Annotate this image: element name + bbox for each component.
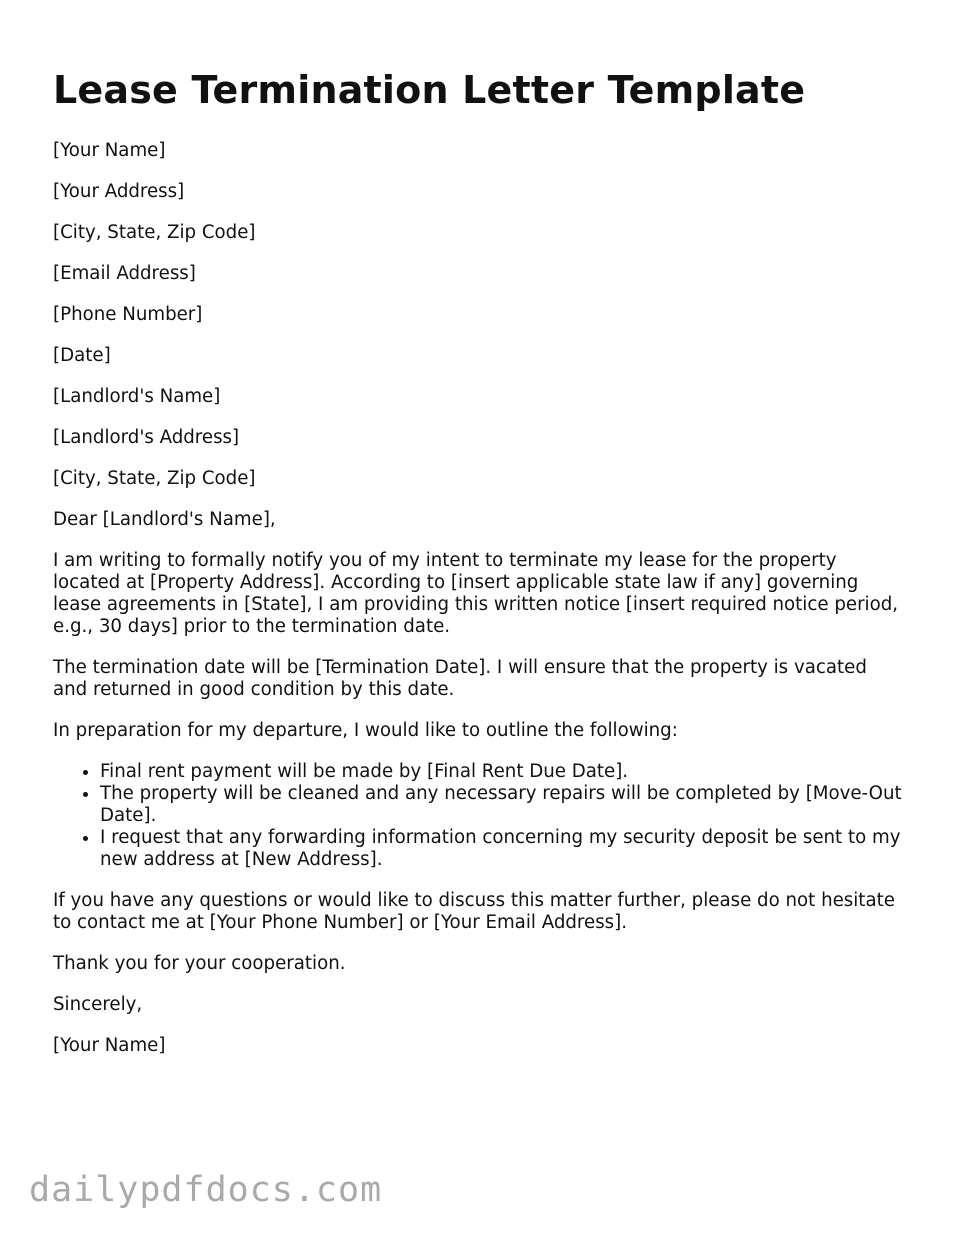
- closing-paragraph: If you have any questions or would like to discuss this matter further, please do not hesitate to contact me at [Your Phone Number] or [Your Email Address].: [53, 890, 895, 933]
- recipient-city-state-zip: [City, State, Zip Code]: [53, 468, 256, 489]
- sender-email: [Email Address]: [53, 263, 196, 284]
- recipient-name: [Landlord's Name]: [53, 386, 221, 407]
- body-paragraph: The termination date will be [Termination Date]. I will ensure that the property is vacated and returned in good condition by this date.: [53, 657, 867, 700]
- sender-address: [Your Address]: [53, 181, 185, 202]
- salutation: Dear [Landlord's Name],: [53, 509, 276, 530]
- sender-name: [Your Name]: [53, 140, 166, 161]
- watermark: dailypdfdocs.com: [29, 1170, 383, 1210]
- sender-city-state-zip: [City, State, Zip Code]: [53, 222, 256, 243]
- page-title: Lease Termination Letter Template: [53, 68, 806, 112]
- body-paragraph: I am writing to formally notify you of my intent to terminate my lease for the property located at [Property Address]. According to [insert applicable state law if any] governing lease agreements in [State], I am providing this written notice [insert required notice period, e.g., 30 days] prior to the termination date.: [53, 550, 899, 637]
- letter-page: [53, 66, 903, 1076]
- closing-paragraph: Thank you for your cooperation.: [53, 953, 346, 974]
- signoff: Sincerely,: [53, 994, 143, 1015]
- signature-name: [Your Name]: [53, 1035, 166, 1056]
- letter-date: [Date]: [53, 345, 111, 366]
- body-paragraph: In preparation for my departure, I would like to outline the following:: [53, 720, 678, 741]
- sender-phone: [Phone Number]: [53, 304, 203, 325]
- list-item: • Final rent payment will be made by [Final Rent Due Date].: [100, 761, 903, 783]
- list-item: • I request that any forwarding information concerning my security deposit be sent to my new address at [New Address].: [100, 827, 903, 871]
- list-item: • The property will be cleaned and any necessary repairs will be completed by [Move-Out Date].: [100, 783, 903, 827]
- departure-list: [53, 761, 903, 871]
- recipient-address: [Landlord's Address]: [53, 427, 240, 448]
